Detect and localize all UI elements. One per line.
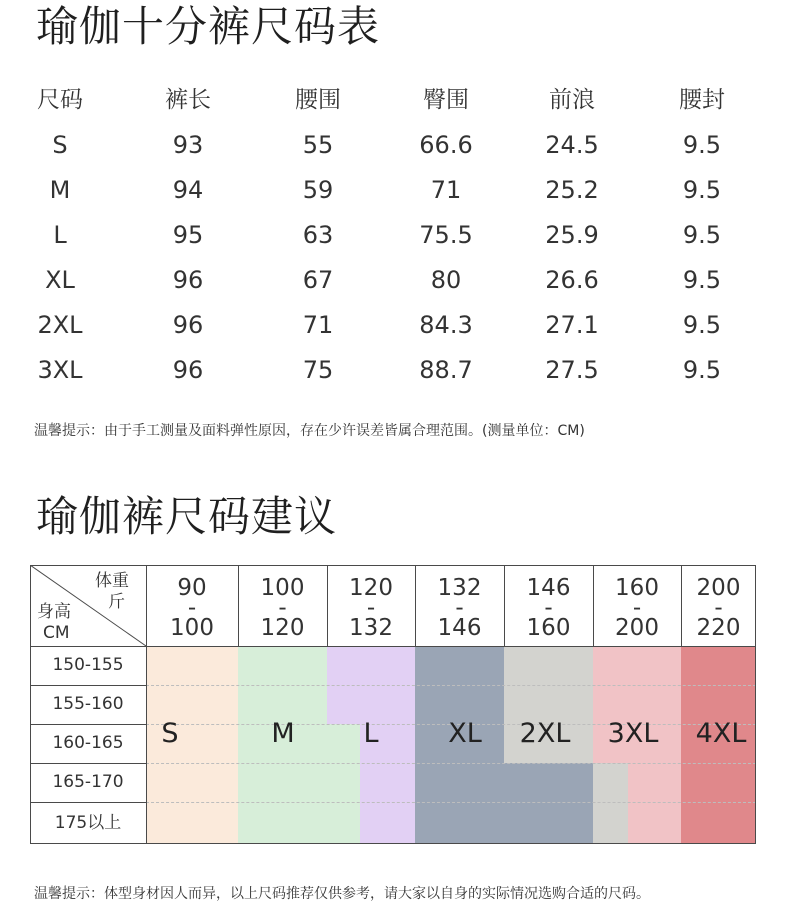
weight-range-sep: - xyxy=(278,595,287,621)
size-block-3xl-ext xyxy=(628,763,681,844)
table-cell: 95 xyxy=(172,221,204,249)
header-front-rise: 前浪 xyxy=(549,87,595,113)
table-cell: 9.5 xyxy=(682,176,722,204)
table-cell: 9.5 xyxy=(682,221,722,249)
column-divider xyxy=(504,565,505,647)
grid-header-bottom xyxy=(30,646,756,647)
table-cell: 24.5 xyxy=(545,131,599,159)
header-hip: 臀围 xyxy=(423,87,469,113)
weight-range-top: 146 xyxy=(526,575,571,601)
weight-range-bottom: 132 xyxy=(349,615,393,641)
table-cell: 9.5 xyxy=(682,266,722,294)
table-cell: M xyxy=(49,176,71,204)
table-cell: S xyxy=(52,131,68,159)
table-row xyxy=(0,348,790,393)
size-label-s: S xyxy=(161,718,179,749)
grid-border-right xyxy=(755,565,756,844)
size-table-header xyxy=(0,78,790,123)
corner-weight-label: 体重 xyxy=(95,571,129,591)
weight-range-bottom: 200 xyxy=(615,615,659,641)
weight-range-sep: - xyxy=(366,595,376,621)
corner-height-unit: CM xyxy=(43,623,70,643)
table-cell: 66.6 xyxy=(419,131,473,159)
table-cell: L xyxy=(53,221,67,249)
recommendation-tip: 温馨提示：体型身材因人而异，以上尺码推荐仅供参考，请大家以自身的实际情况选购合适的尺码。 xyxy=(34,886,650,902)
row-divider xyxy=(146,763,756,764)
measurement-tip: 温馨提示：由于手工测量及面料弹性原因，存在少许误差皆属合理范围。(测量单位：CM) xyxy=(34,423,585,439)
grid-border-top xyxy=(30,565,756,566)
weight-range-sep: - xyxy=(187,595,197,621)
height-range-label: 160-165 xyxy=(52,733,124,753)
weight-range-header xyxy=(327,575,415,641)
weight-range-top: 120 xyxy=(349,575,393,601)
table-cell: 25.2 xyxy=(545,176,599,204)
table-cell: 93 xyxy=(172,131,204,159)
header-waist: 腰围 xyxy=(295,87,341,113)
table-cell: 96 xyxy=(172,356,204,384)
table-cell: 59 xyxy=(302,176,334,204)
header-size: 尺码 xyxy=(37,87,83,113)
table-cell: 9.5 xyxy=(682,356,722,384)
weight-range-sep: - xyxy=(714,595,723,621)
table-cell: 84.3 xyxy=(419,311,473,339)
table-row xyxy=(0,168,790,213)
table-cell: 96 xyxy=(172,266,204,294)
height-range-label: 150-155 xyxy=(52,655,124,675)
weight-range-top: 100 xyxy=(260,575,305,601)
table-row xyxy=(0,213,790,258)
table-cell: 71 xyxy=(430,176,462,204)
weight-range-bottom: 120 xyxy=(260,615,305,641)
corner-diagonal xyxy=(30,565,147,647)
weight-range-header xyxy=(415,575,504,641)
size-label-3xl: 3XL xyxy=(607,718,659,749)
weight-range-header xyxy=(238,575,327,641)
table-cell: 88.7 xyxy=(419,356,473,384)
size-label-m: M xyxy=(271,718,295,749)
size-label-l: L xyxy=(363,718,379,749)
table-row xyxy=(0,303,790,348)
weight-range-header xyxy=(504,575,593,641)
row-divider xyxy=(146,802,756,803)
table-cell: 25.9 xyxy=(545,221,599,249)
column-divider xyxy=(327,565,328,647)
table-cell: 9.5 xyxy=(682,311,722,339)
size-block-xl-ext2 xyxy=(549,763,599,844)
row-label-divider xyxy=(30,685,146,686)
weight-range-bottom: 220 xyxy=(696,615,741,641)
weight-range-bottom: 160 xyxy=(526,615,571,641)
weight-range-sep: - xyxy=(544,595,553,621)
table-cell: 26.6 xyxy=(545,266,599,294)
height-range-label: 155-160 xyxy=(52,694,124,714)
weight-range-sep: - xyxy=(455,595,464,621)
weight-range-top: 160 xyxy=(615,575,659,601)
weight-range-top: 90 xyxy=(177,575,207,601)
table-cell: 75 xyxy=(302,356,334,384)
column-divider xyxy=(681,565,682,647)
table-cell: 80 xyxy=(430,266,462,294)
size-table xyxy=(0,78,790,393)
table-cell: 2XL xyxy=(37,311,83,339)
weight-range-bottom: 100 xyxy=(170,615,214,641)
label-column-divider xyxy=(146,565,147,844)
size-block-2xl-ext xyxy=(593,763,628,844)
header-length: 裤长 xyxy=(165,87,211,113)
weight-range-header xyxy=(681,575,756,641)
table-cell: 9.5 xyxy=(682,131,722,159)
weight-range-bottom: 146 xyxy=(437,615,482,641)
size-label-2xl: 2XL xyxy=(519,718,571,749)
column-divider xyxy=(415,565,416,647)
column-divider xyxy=(238,565,239,647)
weight-range-top: 132 xyxy=(437,575,482,601)
height-range-label: 165-170 xyxy=(52,772,124,792)
grid-border-bottom xyxy=(30,843,756,844)
table-cell: 63 xyxy=(302,221,334,249)
table-cell: 71 xyxy=(302,311,334,339)
table-cell: 27.5 xyxy=(545,356,599,384)
weight-range-header xyxy=(593,575,681,641)
table-cell: 96 xyxy=(172,311,204,339)
size-recommendation-title: 瑜伽裤尺码建议 xyxy=(36,492,338,541)
size-block-xl-ext xyxy=(477,763,549,844)
size-block-l-ext xyxy=(360,763,405,844)
table-row xyxy=(0,258,790,303)
table-cell: 3XL xyxy=(37,356,83,384)
corner-weight-unit: 斤 xyxy=(108,592,125,612)
table-cell: XL xyxy=(45,266,75,294)
size-label-4xl: 4XL xyxy=(695,718,747,749)
height-range-label: 175以上 xyxy=(54,813,122,833)
size-chart-title: 瑜伽十分裤尺码表 xyxy=(36,2,381,51)
size-label-xl: XL xyxy=(448,718,482,749)
corner-height-label: 身高 xyxy=(37,602,71,622)
table-cell: 94 xyxy=(172,176,204,204)
row-label-divider xyxy=(30,802,146,803)
table-cell: 67 xyxy=(302,266,334,294)
table-cell: 27.1 xyxy=(545,311,599,339)
header-waistband: 腰封 xyxy=(679,87,725,113)
table-cell: 55 xyxy=(302,131,334,159)
size-table-body xyxy=(0,123,790,393)
column-divider xyxy=(593,565,594,647)
weight-range-header xyxy=(146,575,238,641)
size-recommendation-grid xyxy=(30,565,756,844)
row-divider xyxy=(146,685,756,686)
table-row xyxy=(0,123,790,168)
weight-range-top: 200 xyxy=(696,575,741,601)
weight-range-sep: - xyxy=(632,595,642,621)
row-label-divider xyxy=(30,763,146,764)
table-cell: 75.5 xyxy=(419,221,473,249)
